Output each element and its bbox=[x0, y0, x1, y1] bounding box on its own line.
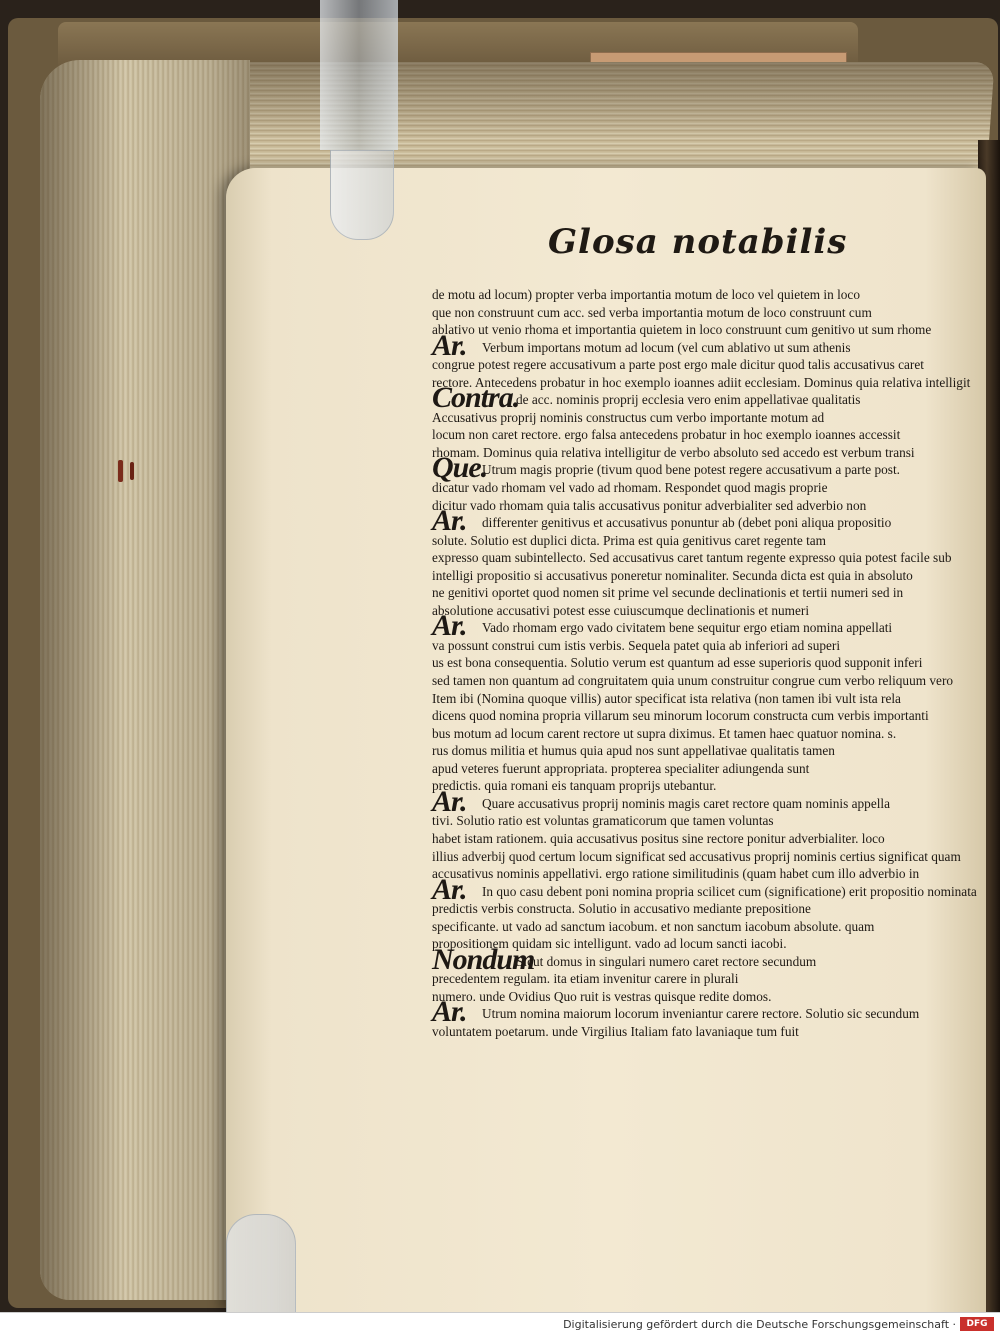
text-line bbox=[432, 549, 952, 567]
text-line bbox=[432, 1023, 902, 1041]
text-line bbox=[432, 637, 902, 655]
line-text: us est bona consequentia. Solutio verum est quantum ad esse superioris quod supponit inferi bbox=[432, 655, 923, 671]
line-text: propositionem quidam sic intelligunt. vado ad locum sancti iacobi. bbox=[432, 936, 787, 952]
line-text: solute. Solutio est duplici dicta. Prima est quia genitivus caret regente tam bbox=[432, 532, 827, 548]
line-text: dicitur vado rhomam quia talis accusativus ponitur adverbialiter sed adverbio non bbox=[432, 497, 867, 513]
line-text: ne genitivi oportet quod nomen sit prime vel secunde declinationis et tertii numeri sed in bbox=[432, 585, 904, 601]
line-text: rhomam. Dominus quia relativa intelligitur de verbo absoluto sed accedo est verbum transi bbox=[432, 444, 915, 460]
text-line bbox=[432, 286, 902, 304]
line-text: absolutione accusativi potest esse cuiuscumque declinationis et numeri bbox=[432, 602, 810, 618]
text-line bbox=[432, 970, 902, 988]
line-text: accusativus nominis appellativi. ergo ratione similitudinis (quam habet cum illo adverbio in bbox=[432, 866, 920, 882]
line-text: de acc. nominis proprij ecclesia vero enim appellativae qualitatis bbox=[516, 392, 861, 408]
line-text: Quare accusativus proprij nominis magis caret rectore quam nominis appella bbox=[482, 795, 891, 811]
text-line bbox=[432, 900, 902, 918]
text-line bbox=[432, 918, 902, 936]
line-text: locum non caret rectore. ergo falsa antecedens probatur in hoc exemplo ioannes accessit bbox=[432, 427, 901, 443]
line-text: rus domus militia et humus quia apud nos sunt appellativae qualitatis tamen bbox=[432, 743, 835, 759]
line-text: predictis. quia romani eis tanquam proprijs utebantur. bbox=[432, 778, 717, 794]
page-edges-left bbox=[40, 60, 250, 1300]
line-text: Item ibi (Nomina quoque villis) autor specificat ista relativa (non tamen ibi vult ista rela bbox=[432, 690, 901, 706]
line-text: va possunt construi cum istis verbis. Sequela patet quia ab inferiori ad superi bbox=[432, 637, 841, 653]
running-head: Glosa notabilis bbox=[548, 222, 848, 262]
line-text: dicens quod nomina propria villarum seu minorum locorum constructa cum verbis importanti bbox=[432, 708, 929, 724]
line-text: Sicut domus in singulari numero caret rectore secundum bbox=[516, 953, 817, 969]
glass-clip-tab bbox=[330, 150, 394, 240]
text-line bbox=[432, 356, 924, 374]
text-line bbox=[432, 409, 902, 427]
line-text: precedentem regulam. ita etiam invenitur carere in plurali bbox=[432, 971, 739, 987]
line-text: congrue potest regere accusativum a parte post ergo male dicitur quod talis accusativus caret bbox=[432, 357, 924, 373]
section-marker: Ar. bbox=[432, 609, 467, 643]
glass-clip bbox=[320, 0, 398, 150]
text-line bbox=[432, 742, 902, 760]
line-text: predictis verbis constructa. Solutio in accusativo mediante prepositione bbox=[432, 901, 811, 917]
line-text: sed tamen non quantum ad congruitatem quia unum construitur congrue cum verbo reliquum vero bbox=[432, 673, 954, 689]
text-line bbox=[432, 830, 902, 848]
text-line bbox=[432, 584, 902, 602]
line-text: bus motum ad locum carent rectore ut supra diximus. Et tamen haec quatuor nomina. s. bbox=[432, 725, 897, 741]
section-marker: Ar. bbox=[432, 872, 467, 906]
footer-credit: Digitalisierung gefördert durch die Deutsche Forschungsgemeinschaft · bbox=[563, 1318, 956, 1331]
line-text: Accusativus proprij nominis constructus cum verbo importante motum ad bbox=[432, 409, 825, 425]
line-text: de motu ad locum) propter verba importantia motum de loco vel quietem in loco bbox=[432, 287, 860, 302]
line-text: differenter genitivus et accusativus ponuntur ab (debet poni aliqua propositio bbox=[482, 515, 892, 531]
text-block bbox=[432, 286, 977, 1041]
section-marker: Ar. bbox=[432, 784, 467, 818]
text-line bbox=[432, 602, 902, 620]
text-line bbox=[432, 444, 915, 462]
text-line bbox=[432, 707, 929, 725]
section-marker: Ar. bbox=[432, 328, 467, 362]
line-text: voluntatem poetarum. unde Virgilius Italiam fato lavaniaque tum fuit bbox=[432, 1023, 799, 1039]
section-marker: Contra. bbox=[432, 381, 520, 415]
line-text: intelligi propositio si accusativus poneretur nominaliter. Secunda dicta est quia in absoluto bbox=[432, 567, 913, 583]
text-line bbox=[432, 426, 902, 444]
dfg-logo: DFG bbox=[960, 1317, 994, 1331]
section-marker: Nondum bbox=[432, 942, 535, 976]
line-text: Verbum importans motum ad locum (vel cum ablativo ut sum athenis bbox=[482, 339, 851, 355]
text-line bbox=[432, 690, 902, 708]
line-text: que non construunt cum acc. sed verba importantia motum de loco construunt cum bbox=[432, 304, 872, 320]
line-text: Utrum nomina maiorum locorum inveniantur carere rectore. Solutio sic secundum bbox=[482, 1006, 920, 1022]
line-text: expresso quam subintellecto. Sed accusativus caret tantum regente expresso quia potest facile sub bbox=[432, 550, 952, 566]
text-line bbox=[432, 848, 961, 866]
text-line bbox=[432, 304, 902, 322]
line-text: specificante. ut vado ad sanctum iacobum. et non sanctum iacobum absolute. quam bbox=[432, 918, 875, 934]
red-bookmark-mark bbox=[130, 462, 134, 480]
text-line bbox=[432, 672, 954, 690]
section-marker: Que. bbox=[432, 451, 488, 485]
text-line bbox=[432, 532, 902, 550]
text-line bbox=[432, 988, 902, 1006]
text-line bbox=[432, 725, 902, 743]
line-text: Utrum magis proprie (tivum quod bene potest regere accusativum a parte post. bbox=[482, 462, 900, 478]
line-text: Vado rhomam ergo vado civitatem bene sequitur ergo etiam nomina appellati bbox=[482, 620, 893, 636]
line-text: tivi. Solutio ratio est voluntas gramaticorum que tamen voluntas bbox=[432, 813, 774, 829]
text-line bbox=[432, 654, 923, 672]
line-text: habet istam rationem. quia accusativus positus sine rectore ponitur adverbialiter. loco bbox=[432, 830, 885, 846]
glass-clip-bottom bbox=[226, 1214, 296, 1314]
line-text: illius adverbij quod certum locum significat sed accusativus proprij nominis certius significat quam bbox=[432, 848, 961, 864]
section-marker: Ar. bbox=[432, 504, 467, 538]
line-text: dicatur vado rhomam vel vado ad rhomam. Respondet quod magis proprie bbox=[432, 480, 828, 496]
line-text: rectore. Antecedens probatur in hoc exemplo ioannes adiit ecclesiam. Dominus quia relativa intelligit bbox=[432, 374, 971, 390]
text-line bbox=[432, 812, 902, 830]
line-text: ablativo ut venio rhoma et importantia quietem in loco construunt cum genitivo ut sum rhome bbox=[432, 322, 932, 338]
line-text: numero. unde Ovidius Quo ruit is vestras quisque redite domos. bbox=[432, 988, 772, 1004]
text-line bbox=[432, 865, 920, 883]
text-line bbox=[432, 567, 913, 585]
text-line bbox=[432, 760, 902, 778]
footer-bar bbox=[0, 1312, 1000, 1336]
text-line bbox=[432, 777, 902, 795]
line-text: In quo casu debent poni nomina propria scilicet cum (significatione) erit propositio nominata bbox=[482, 883, 977, 899]
section-marker: Ar. bbox=[432, 995, 467, 1029]
text-line bbox=[432, 321, 932, 339]
text-line bbox=[432, 479, 902, 497]
line-text: apud veteres fuerunt appropriata. propterea specialiter adiungenda sunt bbox=[432, 760, 810, 776]
text-line bbox=[432, 497, 902, 515]
red-bookmark-mark bbox=[118, 460, 123, 482]
text-line bbox=[432, 381, 902, 415]
